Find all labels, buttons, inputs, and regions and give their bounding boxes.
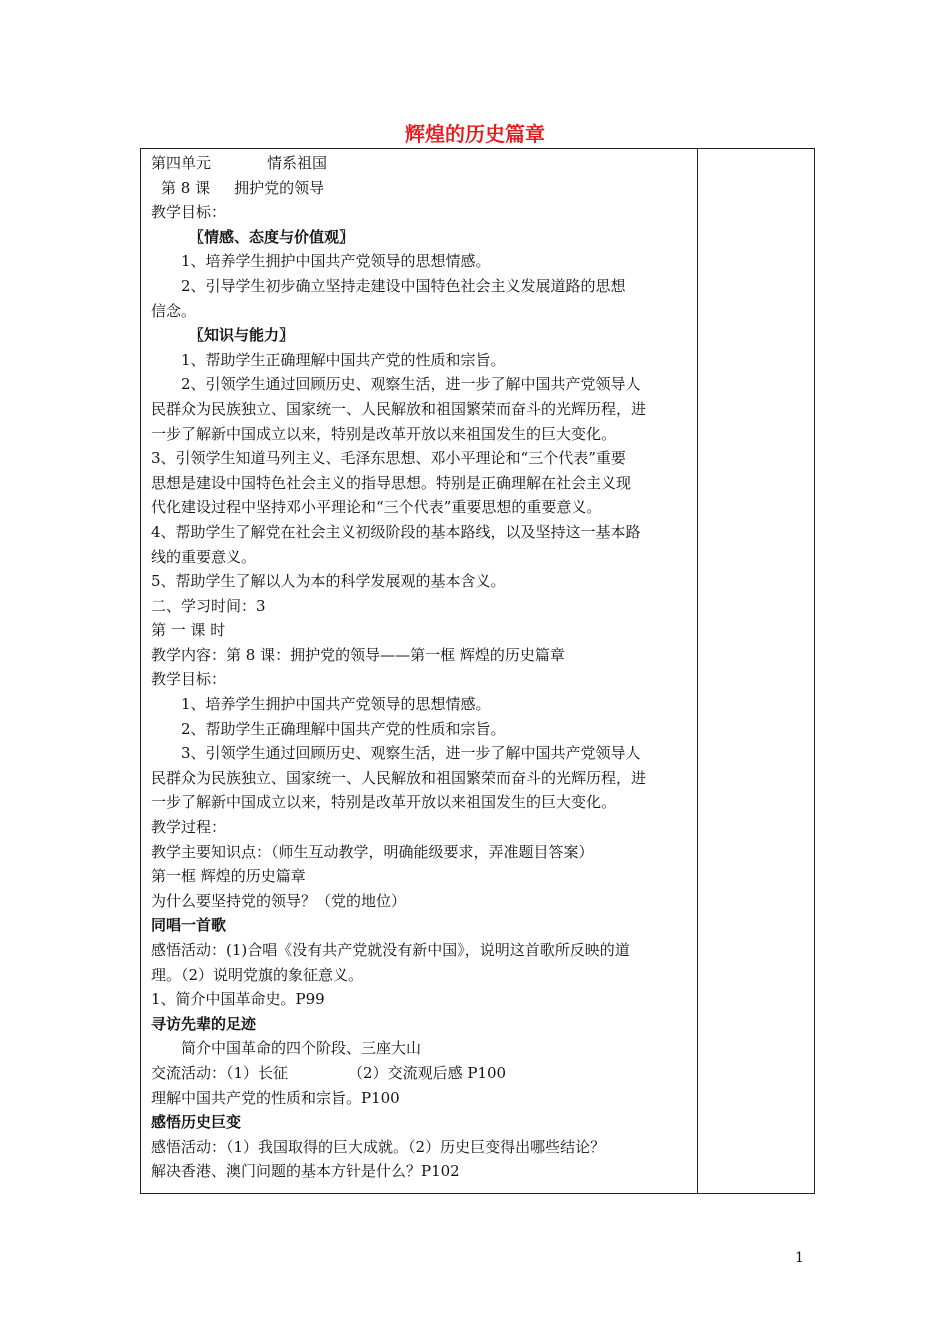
knowledge-item: 1、帮助学生正确理解中国共产党的性质和宗旨。 — [181, 350, 506, 369]
goals2-item: 3、引领学生通过回顾历史、观察生活，进一步了解中国共产党领导人 — [181, 744, 641, 763]
knowledge-item: 代化建设过程中坚持邓小平理论和“三个代表”重要思想的重要意义。 — [151, 498, 602, 517]
sing-heading: 同唱一首歌 — [151, 916, 227, 935]
knowledge-points: 教学主要知识点：（师生互动教学，明确能级要求，弄准题目答案） — [151, 842, 594, 861]
knowledge-item: 4、帮助学生了解党在社会主义初级阶段的基本路线，以及坚持这一基本路 — [151, 522, 641, 541]
knowledge-item: 线的重要意义。 — [151, 547, 257, 566]
knowledge-item: 5、帮助学生了解以人为本的科学发展观的基本含义。 — [151, 572, 506, 591]
lesson-name: 拥护党的领导 — [234, 178, 325, 197]
document-title: 辉煌的历史篇章 — [405, 122, 545, 146]
change-heading: 感悟历史巨变 — [151, 1113, 242, 1132]
visit-heading: 寻访先辈的足迹 — [151, 1014, 257, 1033]
knowledge-item: 2、引领学生通过回顾历史、观察生活，进一步了解中国共产党领导人 — [181, 375, 641, 394]
lesson-content-cell — [151, 151, 691, 1184]
change-activity: 感悟活动：（1）我国取得的巨大成就。（2）历史巨变得出哪些结论？ — [151, 1137, 606, 1156]
goals2-item: 民群众为民族独立、国家统一、人民解放和祖国繁荣而奋斗的光辉历程，进 — [151, 768, 647, 787]
unit-name: 情系祖国 — [267, 154, 328, 172]
lesson-table — [140, 148, 815, 1194]
unit-line — [151, 151, 691, 176]
emotion-item: 1、培养学生拥护中国共产党领导的思想情感。 — [181, 252, 491, 271]
change-question: 解决香港、澳门问题的基本方针是什么？P102 — [151, 1162, 460, 1181]
period: 第 一 课 时 — [151, 621, 226, 640]
knowledge-item: 思想是建设中国特色社会主义的指导思想。特别是正确理解在社会主义现 — [151, 473, 632, 492]
knowledge-item: 3、引领学生知道马列主义、毛泽东思想、邓小平理论和“三个代表”重要 — [151, 449, 626, 468]
sing-activity: 理。（2）说明党旗的象征意义。 — [151, 965, 364, 984]
knowledge-item: 民群众为民族独立、国家统一、人民解放和祖国繁荣而奋斗的光辉历程，进 — [151, 399, 647, 418]
emotion-item: 2、引导学生初步确立坚持走建设中国特色社会主义发展道路的思想 — [181, 276, 626, 295]
goals2-heading: 教学目标： — [151, 670, 227, 689]
study-time: 二、学习时间：3 — [151, 596, 266, 615]
page-number: 1 — [795, 1250, 804, 1266]
goals2-item: 2、帮助学生正确理解中国共产党的性质和宗旨。 — [181, 719, 506, 738]
teaching-process: 教学过程： — [151, 818, 227, 837]
emotion-heading: 〖情感、态度与价值观〗 — [189, 227, 355, 246]
goals-heading: 教学目标： — [151, 203, 227, 222]
visit-intro: 简介中国革命的四个阶段、三座大山 — [181, 1039, 422, 1058]
column-divider — [697, 149, 698, 1193]
section-title: 第一框 辉煌的历史篇章 — [151, 867, 306, 886]
teaching-content: 教学内容：第 8 课：拥护党的领导——第一框 辉煌的历史篇章 — [151, 645, 565, 664]
knowledge-item: 一步了解新中国成立以来，特别是改革开放以来祖国发生的巨大变化。 — [151, 424, 617, 443]
visit-understand: 理解中国共产党的性质和宗旨。P100 — [151, 1088, 400, 1107]
knowledge-heading: 〖知识与能力〗 — [189, 326, 295, 345]
sing-activity: 感悟活动：(1)合唱《没有共产党就没有新中国》，说明这首歌所反映的道 — [151, 941, 630, 959]
lesson-line — [151, 176, 691, 201]
sing-intro: 1、简介中国革命史。P99 — [151, 990, 325, 1009]
lesson-label: 第 8 课 — [161, 178, 211, 197]
exchange-part-b: （2）交流观后感 P100 — [348, 1063, 507, 1082]
unit-label: 第四单元 — [151, 154, 212, 172]
exchange-part-a: 交流活动：（1）长征 — [151, 1063, 289, 1082]
goals2-item: 1、培养学生拥护中国共产党领导的思想情感。 — [181, 695, 491, 714]
exchange-activity — [151, 1061, 691, 1086]
question: 为什么要坚持党的领导？（党的地位） — [151, 891, 407, 910]
emotion-item: 信念。 — [151, 301, 197, 320]
goals2-item: 一步了解新中国成立以来，特别是改革开放以来祖国发生的巨大变化。 — [151, 793, 617, 812]
